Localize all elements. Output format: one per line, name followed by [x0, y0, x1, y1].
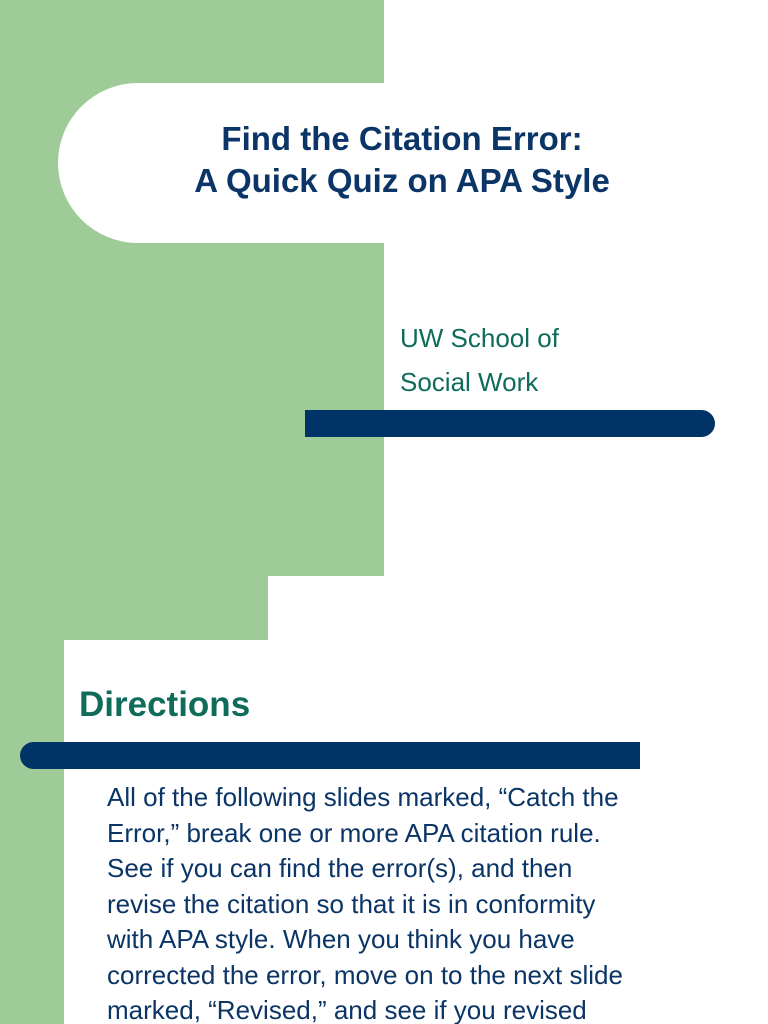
body-line: marked, “Revised,” and see if you revised: [107, 995, 587, 1024]
title-line-2: A Quick Quiz on APA Style: [194, 162, 610, 199]
slide1-divider-bar: [305, 410, 715, 437]
slide2-divider-bar: [20, 742, 640, 769]
green-panel-step: [0, 576, 268, 640]
body-line: with APA style. When you think you have: [107, 924, 575, 954]
body-line: All of the following slides marked, “Catch the: [107, 782, 619, 812]
directions-heading: Directions: [79, 685, 251, 724]
body-line: See if you can find the error(s), and then: [107, 853, 573, 883]
directions-body: [107, 780, 727, 1024]
body-line: corrected the error, move on to the next slide: [107, 959, 623, 990]
title-line-1: Find the Citation Error:: [221, 120, 583, 157]
slide-title: [58, 118, 746, 202]
subtitle-line-2: Social Work: [400, 367, 539, 397]
subtitle-line-1: UW School of: [400, 323, 559, 353]
slide-subtitle: [400, 316, 559, 404]
body-line: revise the citation so that it is in conformity: [107, 888, 596, 919]
green-panel-slide2: [0, 640, 64, 1024]
body-line: Error,” break one or more APA citation rule.: [107, 817, 601, 848]
